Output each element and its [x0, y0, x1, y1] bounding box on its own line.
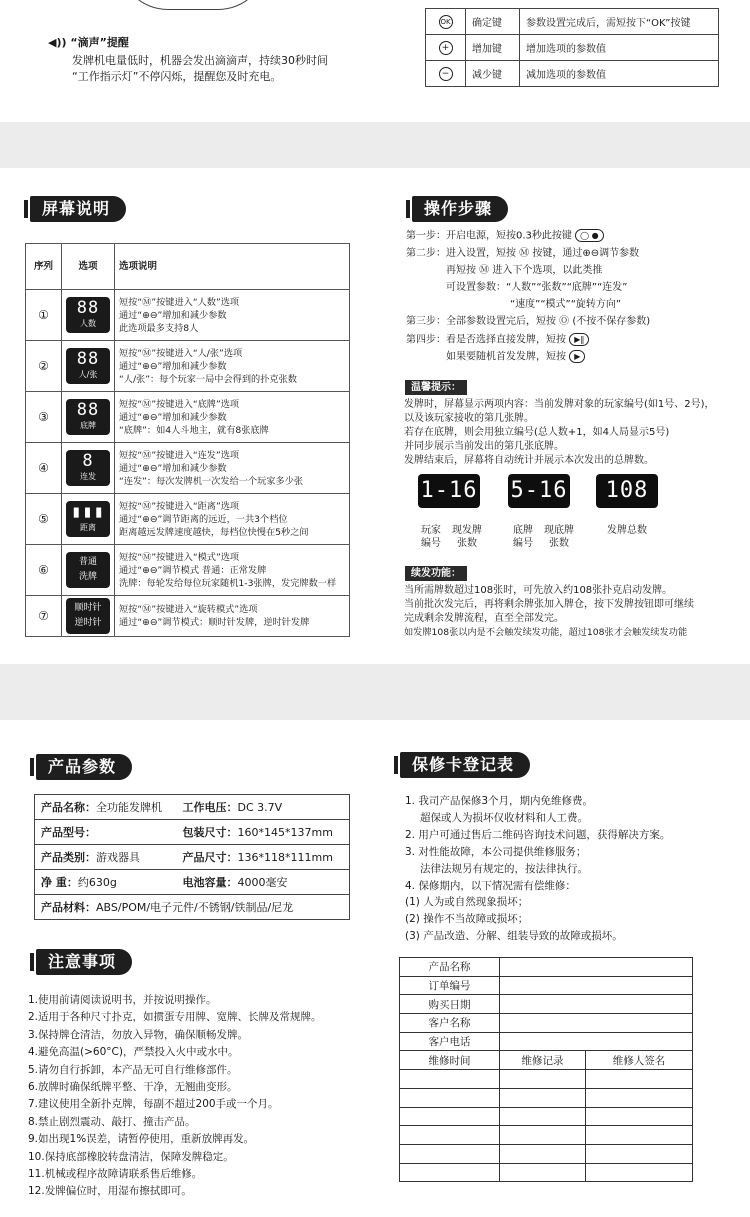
screen-row: [26, 596, 350, 637]
option-desc: [115, 290, 350, 341]
screen-row: [26, 545, 350, 596]
key-name: 确定键: [466, 9, 520, 35]
display-label: 现底牌 张数: [544, 525, 574, 549]
repair-header-row: [400, 1051, 693, 1070]
key-row-minus: [426, 61, 719, 87]
repair-cell[interactable]: [586, 1107, 693, 1126]
screen-section-title: 屏幕说明: [30, 196, 126, 222]
repair-row: [400, 1144, 693, 1163]
param-cell: 产品尺寸：136*118*111mm: [177, 845, 350, 870]
lcd-display: 8 连发: [66, 450, 110, 486]
repair-header: 维修时间: [400, 1051, 500, 1070]
display-label: 底牌 编号: [513, 525, 533, 549]
param-cell: 产品类别：游戏器具: [35, 845, 177, 870]
row-number: ②: [26, 341, 62, 392]
key-desc: 参数设置完成后，需短按下“OK”按键: [520, 9, 719, 35]
tip-title: 温馨提示：: [405, 380, 467, 395]
repair-cell[interactable]: [400, 1163, 500, 1182]
form-field-input[interactable]: [500, 958, 693, 977]
option-desc-line: 通过“⊕⊖”增加和减少参数: [119, 360, 227, 372]
option-desc-line: 此选项最多支持8人: [119, 322, 199, 334]
param-row: [35, 895, 350, 920]
continue-line: 完成剩余发牌流程，直至全部发完。: [404, 613, 564, 624]
option-desc-line: 通过“⊕⊖”调节模式 普通：正常发牌: [119, 564, 267, 576]
lcd-display: 88 人/张: [66, 348, 110, 384]
repair-cell[interactable]: [586, 1126, 693, 1145]
param-row: [35, 795, 350, 820]
repair-cell[interactable]: [500, 1126, 586, 1145]
option-desc-line: 距离越远发牌速度越快，每档位快慢在5秒之间: [119, 526, 309, 538]
tip-line: 发牌时，屏幕显示两项内容：当前发牌对象的玩家编号(如1号、2号)，: [404, 399, 715, 410]
warranty-item: 超保或人为损坏仅收材料和人工费。: [420, 812, 588, 824]
row-number: ④: [26, 443, 62, 494]
option-desc-line: “底牌”：如4人斗地主，就有8张底牌: [119, 424, 269, 436]
warranty-item: (2) 操作不当故障或损坏；: [405, 913, 529, 925]
option-desc-line: 短按“Ⓜ”按键进入“模式”选项: [119, 551, 240, 563]
option-desc-line: 短按“Ⓜ”按键进入“连发”选项: [119, 449, 240, 461]
note-item: 2.适用于各种尺寸扑克，如掼蛋专用牌、宽牌、长牌及常规牌。: [28, 1011, 322, 1024]
continue-line: 如发牌108张以内是不会触发续发功能，超过108张才会触发续发功能: [404, 627, 688, 638]
form-field-row: [400, 958, 693, 977]
option-desc-line: 通过“⊕⊖”调节距离的远近，一共3个档位: [119, 513, 288, 525]
option-desc: [115, 545, 350, 596]
step-2d: “速度”“模式”“旋转方向”: [510, 299, 622, 310]
random-icon: ▶: [569, 350, 585, 363]
option-desc: [115, 443, 350, 494]
beep-line-2: “工作指示灯”不停闪烁，提醒您及时充电。: [72, 70, 282, 83]
warranty-form: [399, 957, 693, 1182]
speaker-icon: ◀)): [48, 36, 67, 49]
form-field-input[interactable]: [500, 1032, 693, 1051]
note-item: 4.避免高温(>60°C)，严禁投入火中或水中。: [28, 1046, 239, 1059]
note-item: 12.发牌偏位时，用湿布擦拭即可。: [28, 1185, 192, 1198]
repair-cell[interactable]: [500, 1088, 586, 1107]
option-desc: [115, 341, 350, 392]
warranty-item: 2. 用户可通过售后二维码咨询技术问题，获得解决方案。: [405, 829, 671, 841]
option-desc: [115, 494, 350, 545]
key-table: [425, 8, 719, 87]
repair-row: [400, 1126, 693, 1145]
note-item: 3.保持牌仓清洁，勿放入异物，确保顺畅发牌。: [28, 1028, 249, 1041]
option-desc-line: 通过“⊕⊖”增加和减少参数: [119, 309, 227, 321]
steps-section-title: 操作步骤: [412, 196, 508, 222]
option-desc-line: 短按“Ⓜ”按键进入“旋转模式”选项: [119, 604, 258, 615]
screen-row: [26, 443, 350, 494]
screen-row: [26, 494, 350, 545]
form-field-row: [400, 1032, 693, 1051]
display-label: 发牌总数: [607, 525, 647, 536]
form-field-input[interactable]: [500, 995, 693, 1014]
param-row: [35, 820, 350, 845]
params-table: [34, 794, 350, 920]
display-bottom-card: 5-16: [508, 474, 570, 508]
repair-cell[interactable]: [500, 1163, 586, 1182]
param-cell: 产品型号：: [35, 820, 177, 845]
tip-line: 以及该玩家接收的第几张牌。: [404, 413, 534, 424]
repair-row: [400, 1088, 693, 1107]
power-button-icon: ◯ ●: [575, 229, 603, 242]
repair-row: [400, 1070, 693, 1089]
step-4: [406, 333, 589, 348]
param-cell: 产品名称：全功能发牌机: [35, 795, 177, 820]
param-cell: 工作电压：DC 3.7V: [177, 795, 350, 820]
minus-key-icon: −: [439, 67, 453, 81]
option-desc-line: 短按“Ⓜ”按键进入“人数”选项: [119, 296, 240, 308]
form-field-label: 客户名称: [400, 1014, 500, 1033]
warranty-section-title: 保修卡登记表: [400, 752, 530, 778]
continue-line: 当所需牌数超过108张时，可先放入约108张扑克启动发牌。: [404, 585, 673, 596]
row-number: ⑦: [26, 596, 62, 637]
repair-cell[interactable]: [400, 1126, 500, 1145]
param-cell: 包装尺寸：160*145*137mm: [177, 820, 350, 845]
screen-row: [26, 341, 350, 392]
repair-cell[interactable]: [586, 1070, 693, 1089]
screen-table-header: [26, 244, 350, 290]
col-header: 选项说明: [115, 244, 350, 290]
warranty-item: 1. 我司产品保修3个月，期内免维修费。: [405, 795, 594, 807]
key-name: 增加键: [466, 35, 520, 61]
beep-title: [48, 34, 129, 51]
option-desc-line: 通过“⊕⊖”调节模式：顺时针发牌，逆时针发牌: [119, 617, 310, 628]
display-total: 108: [596, 474, 658, 508]
step-4b: [446, 350, 585, 365]
screen-row: [26, 392, 350, 443]
tip-line: 若存在底牌，则会用独立编号(总人数+1，如4人局显示5号): [404, 427, 670, 438]
lcd-display: 顺时针 逆时针: [66, 598, 110, 634]
param-cell: 净 重：约630g: [35, 870, 177, 895]
repair-header: 维修人签名: [586, 1051, 693, 1070]
repair-row: [400, 1107, 693, 1126]
note-item: 1.使用前请阅读说明书，并按说明操作。: [28, 994, 217, 1006]
form-field-row: [400, 1014, 693, 1033]
ok-key-icon: OK: [439, 15, 453, 29]
form-field-row: [400, 976, 693, 995]
form-field-label: 购买日期: [400, 995, 500, 1014]
param-row: [35, 870, 350, 895]
separator-band-1: [0, 122, 750, 168]
display-label: 现发牌 张数: [452, 525, 482, 549]
repair-cell[interactable]: [586, 1088, 693, 1107]
col-header: 序列: [26, 244, 62, 290]
note-item: 10.保持底部橡胶转盘清洁，保障发牌稳定。: [28, 1150, 234, 1163]
option-desc-line: “人/张”：每个玩家一局中会得到的扑克张数: [119, 373, 297, 385]
lcd-display: 普通 洗牌: [66, 552, 110, 588]
repair-header: 维修记录: [500, 1051, 586, 1070]
separator-band-2: [0, 664, 750, 720]
repair-cell[interactable]: [586, 1144, 693, 1163]
tip-line: 发牌结束后，屏幕将自动统计并展示本次发出的总牌数。: [404, 455, 654, 466]
option-desc-line: 短按“Ⓜ”按键进入“人/张”选项: [119, 347, 243, 359]
key-row-ok: [426, 9, 719, 35]
step-1: [406, 229, 604, 244]
beep-title-text: “滴声”提醒: [70, 36, 129, 49]
option-desc: [115, 596, 350, 637]
param-cell: 产品材料：ABS/POM/电子元件/不锈钢/铁制品/尼龙: [35, 895, 350, 920]
top-section: [0, 0, 750, 122]
option-desc-line: “连发”：每次发牌机一次发给一个玩家多少张: [119, 475, 304, 487]
form-field-row: [400, 995, 693, 1014]
warranty-item: 法律法规另有规定的，按法律执行。: [420, 863, 588, 875]
repair-cell[interactable]: [400, 1070, 500, 1089]
option-desc-line: 通过“⊕⊖”增加和减少参数: [119, 411, 227, 423]
param-cell: 电池容量：4000毫安: [177, 870, 350, 895]
warranty-item: (3) 产品改造、分解、组装导致的故障或损坏。: [405, 930, 623, 942]
tip-line: 并同步展示当前发出的第几张底牌。: [404, 441, 564, 452]
option-desc-line: 短按“Ⓜ”按键进入“底牌”选项: [119, 398, 240, 410]
lcd-display: 88 底牌: [66, 399, 110, 435]
key-desc: 减加选项的参数值: [520, 61, 719, 87]
note-item: 6.放牌时确保纸牌平整、干净，无翘曲变形。: [28, 1081, 238, 1093]
warranty-item: 3. 对性能故障，本公司提供维修服务；: [405, 846, 587, 858]
repair-cell[interactable]: [586, 1163, 693, 1182]
notes-section-title: 注意事项: [36, 949, 132, 975]
form-field-input[interactable]: [500, 976, 693, 995]
lcd-display: 88 人数: [66, 297, 110, 333]
form-field-input[interactable]: [500, 1014, 693, 1033]
key-row-plus: [426, 35, 719, 61]
continue-line: 当前批次发完后，再将剩余牌张加入牌仓，按下发牌按钮即可继续: [404, 599, 694, 610]
note-item: 8.禁止剧烈震动、敲打、撞击产品。: [28, 1115, 196, 1128]
screen-table: [25, 243, 350, 637]
row-number: ①: [26, 290, 62, 341]
note-item: 5.请勿自行拆卸，本产品无可自行维修部件。: [28, 1063, 238, 1076]
option-desc-line: 短按“Ⓜ”按键进入“距离”选项: [119, 500, 240, 512]
display-player-card: 1-16: [418, 474, 480, 508]
key-desc: 增加选项的参数值: [520, 35, 719, 61]
note-item: 9.如出现1%误差，请暂停使用，重新放牌再发。: [28, 1133, 255, 1146]
beep-line-1: 发牌机电量低时，机器会发出滴滴声，持续30秒时间: [72, 54, 328, 67]
continue-title: 续发功能：: [405, 566, 467, 581]
plus-key-icon: +: [439, 41, 453, 55]
warranty-item: (1) 人为或自然现象损坏；: [405, 896, 529, 908]
repair-cell[interactable]: [400, 1107, 500, 1126]
row-number: ⑥: [26, 545, 62, 596]
step-2c: 可设置参数：“人数”“张数”“底牌”“连发”: [446, 282, 628, 293]
step-4-text: 第四步：看是否选择直接发牌，短按: [406, 334, 566, 346]
device-outline: [118, 0, 268, 10]
repair-cell[interactable]: [400, 1088, 500, 1107]
step-2: 第二步：进入设置，短按 Ⓜ 按键，通过⊕⊖调节参数: [406, 248, 640, 259]
step-1-text: 第一步：开启电源，短按0.3秒此按键: [406, 230, 572, 242]
step-3: 第三步：全部参数设置完后，短按 Ⓞ (不按不保存参数): [406, 316, 651, 327]
repair-row: [400, 1163, 693, 1182]
row-number: ③: [26, 392, 62, 443]
row-number: ⑤: [26, 494, 62, 545]
form-field-label: 客户电话: [400, 1032, 500, 1051]
step-2b: 再短按 Ⓜ 进入下个选项，以此类推: [446, 265, 603, 276]
form-field-label: 订单编号: [400, 976, 500, 995]
repair-cell[interactable]: [500, 1070, 586, 1089]
params-section-title: 产品参数: [36, 754, 132, 780]
note-item: 7.建议使用全新扑克牌，每副不超过200手或一个月。: [28, 1098, 279, 1111]
screen-row: [26, 290, 350, 341]
play-pause-icon: ▶‖: [569, 333, 589, 346]
lcd-display: ▮▮▮ 距离: [66, 501, 110, 537]
option-desc-line: 洗牌：每轮发给每位玩家随机1-3张牌，发完牌数一样: [119, 577, 337, 589]
repair-cell[interactable]: [500, 1144, 586, 1163]
step-4b-text: 如果要随机首发发牌，短按: [446, 351, 566, 363]
form-field-label: 产品名称: [400, 958, 500, 977]
option-desc: [115, 392, 350, 443]
option-desc-line: 通过“⊕⊖”增加和减少参数: [119, 462, 227, 474]
warranty-item: 4. 保修期内，以下情况需有偿维修：: [405, 880, 576, 892]
repair-cell[interactable]: [400, 1144, 500, 1163]
col-header: 选项: [62, 244, 115, 290]
note-item: 11.机械或程序故障请联系售后维修。: [28, 1168, 203, 1180]
repair-cell[interactable]: [500, 1107, 586, 1126]
param-row: [35, 845, 350, 870]
display-label: 玩家 编号: [421, 525, 441, 549]
key-name: 减少键: [466, 61, 520, 87]
